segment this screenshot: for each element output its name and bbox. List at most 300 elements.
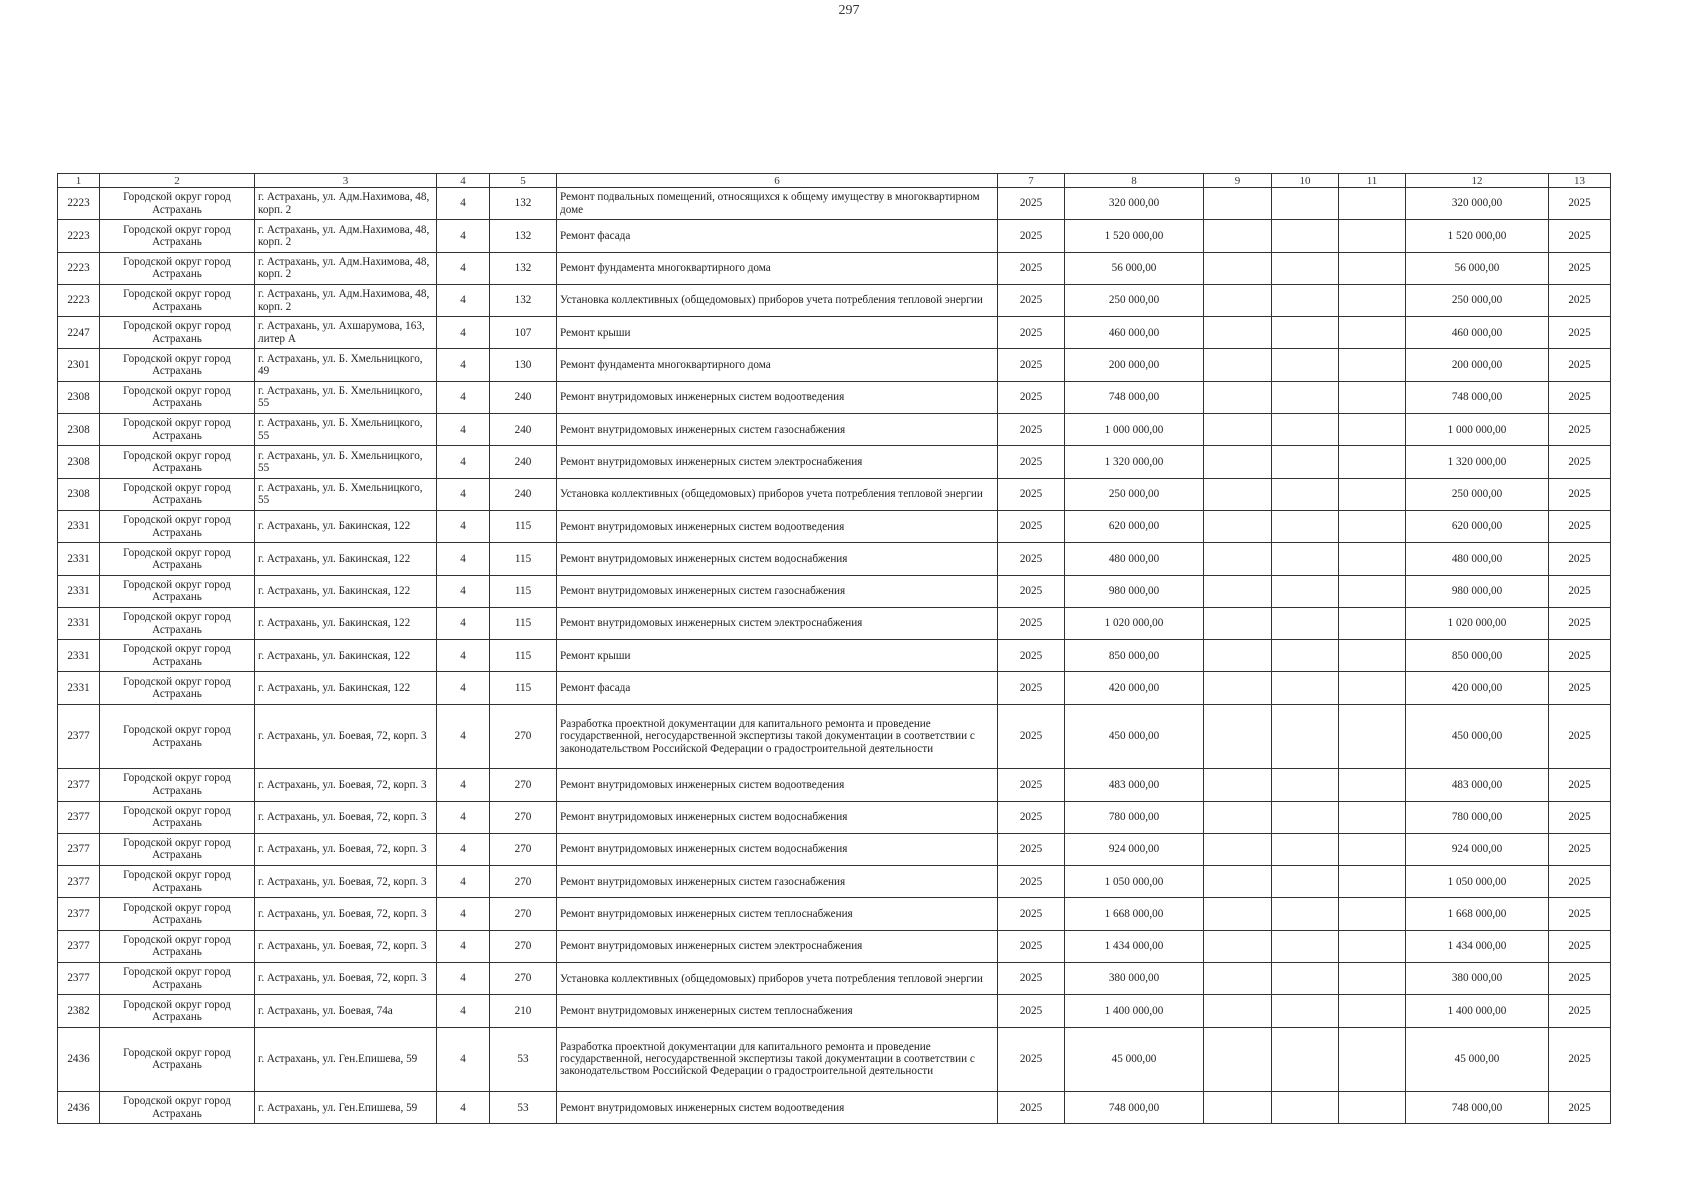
municipality: Городской округ город Астрахань: [100, 1092, 255, 1124]
col-5-value: 270: [490, 963, 557, 995]
col-5-value: 53: [490, 1092, 557, 1124]
col-9-value: [1204, 414, 1272, 446]
col-4-value: 4: [437, 963, 490, 995]
row-id: 2331: [58, 543, 100, 575]
fund-cost: 924 000,00: [1406, 833, 1549, 865]
column-header-6: 6: [557, 174, 998, 188]
col-9-value: [1204, 543, 1272, 575]
col-5-value: 210: [490, 995, 557, 1027]
col-10-value: [1272, 317, 1339, 349]
row-id: 2223: [58, 220, 100, 252]
completion-year: 2025: [1549, 930, 1611, 962]
completion-year: 2025: [1549, 833, 1611, 865]
total-cost: 748 000,00: [1065, 381, 1204, 413]
col-4-value: 4: [437, 930, 490, 962]
fund-cost: 200 000,00: [1406, 349, 1549, 381]
total-cost: 1 434 000,00: [1065, 930, 1204, 962]
planned-year: 2025: [998, 543, 1065, 575]
col-11-value: [1339, 575, 1406, 607]
planned-year: 2025: [998, 381, 1065, 413]
table-row: [58, 543, 1611, 575]
page-number: 297: [838, 3, 860, 18]
fund-cost: 1 400 000,00: [1406, 995, 1549, 1027]
col-4-value: 4: [437, 414, 490, 446]
completion-year: 2025: [1549, 284, 1611, 316]
col-10-value: [1272, 672, 1339, 704]
col-4-value: 4: [437, 640, 490, 672]
row-id: 2377: [58, 963, 100, 995]
table-row: [58, 188, 1611, 220]
planned-year: 2025: [998, 801, 1065, 833]
completion-year: 2025: [1549, 1027, 1611, 1092]
row-id: 2308: [58, 381, 100, 413]
table-row: [58, 284, 1611, 316]
table-row: [58, 1092, 1611, 1124]
fund-cost: 1 434 000,00: [1406, 930, 1549, 962]
municipality: Городской округ город Астрахань: [100, 317, 255, 349]
col-9-value: [1204, 833, 1272, 865]
table-row: [58, 963, 1611, 995]
col-5-value: 270: [490, 833, 557, 865]
total-cost: 380 000,00: [1065, 963, 1204, 995]
fund-cost: 1 050 000,00: [1406, 866, 1549, 898]
work-type: Установка коллективных (общедомовых) приборов учета потребления тепловой энергии: [557, 963, 998, 995]
column-header-1: 1: [58, 174, 100, 188]
col-9-value: [1204, 769, 1272, 801]
col-11-value: [1339, 510, 1406, 542]
col-5-value: 270: [490, 769, 557, 801]
fund-cost: 45 000,00: [1406, 1027, 1549, 1092]
fund-cost: 320 000,00: [1406, 188, 1549, 220]
work-type: Установка коллективных (общедомовых) приборов учета потребления тепловой энергии: [557, 478, 998, 510]
col-9-value: [1204, 349, 1272, 381]
col-4-value: 4: [437, 833, 490, 865]
col-11-value: [1339, 446, 1406, 478]
col-5-value: 132: [490, 284, 557, 316]
fund-cost: 460 000,00: [1406, 317, 1549, 349]
fund-cost: 1 320 000,00: [1406, 446, 1549, 478]
table-row: [58, 478, 1611, 510]
col-4-value: 4: [437, 543, 490, 575]
col-4-value: 4: [437, 220, 490, 252]
completion-year: 2025: [1549, 640, 1611, 672]
table-row: [58, 833, 1611, 865]
col-10-value: [1272, 1092, 1339, 1124]
row-id: 2377: [58, 704, 100, 769]
fund-cost: 480 000,00: [1406, 543, 1549, 575]
table-row: [58, 898, 1611, 930]
fund-cost: 980 000,00: [1406, 575, 1549, 607]
row-id: 2331: [58, 672, 100, 704]
planned-year: 2025: [998, 607, 1065, 639]
municipality: Городской округ город Астрахань: [100, 769, 255, 801]
planned-year: 2025: [998, 963, 1065, 995]
municipality: Городской округ город Астрахань: [100, 672, 255, 704]
col-9-value: [1204, 1027, 1272, 1092]
address: г. Астрахань, ул. Боевая, 72, корп. 3: [255, 833, 437, 865]
work-type: Ремонт фундамента многоквартирного дома: [557, 252, 998, 284]
planned-year: 2025: [998, 188, 1065, 220]
planned-year: 2025: [998, 898, 1065, 930]
total-cost: 1 400 000,00: [1065, 995, 1204, 1027]
fund-cost: 620 000,00: [1406, 510, 1549, 542]
work-type: Ремонт внутридомовых инженерных систем водоотведения: [557, 381, 998, 413]
municipality: Городской округ город Астрахань: [100, 510, 255, 542]
col-4-value: 4: [437, 478, 490, 510]
col-10-value: [1272, 704, 1339, 769]
col-11-value: [1339, 995, 1406, 1027]
address: г. Астрахань, ул. Ахшарумова, 163, литер А: [255, 317, 437, 349]
completion-year: 2025: [1549, 414, 1611, 446]
municipality: Городской округ город Астрахань: [100, 414, 255, 446]
total-cost: 45 000,00: [1065, 1027, 1204, 1092]
col-11-value: [1339, 769, 1406, 801]
col-5-value: 53: [490, 1027, 557, 1092]
municipality: Городской округ город Астрахань: [100, 188, 255, 220]
col-9-value: [1204, 930, 1272, 962]
col-10-value: [1272, 220, 1339, 252]
municipality: Городской округ город Астрахань: [100, 866, 255, 898]
planned-year: 2025: [998, 995, 1065, 1027]
table-row: [58, 607, 1611, 639]
work-type: Ремонт внутридомовых инженерных систем электроснабжения: [557, 930, 998, 962]
work-type: Установка коллективных (общедомовых) приборов учета потребления тепловой энергии: [557, 284, 998, 316]
completion-year: 2025: [1549, 446, 1611, 478]
col-4-value: 4: [437, 995, 490, 1027]
planned-year: 2025: [998, 349, 1065, 381]
col-11-value: [1339, 543, 1406, 575]
col-4-value: 4: [437, 510, 490, 542]
municipality: Городской округ город Астрахань: [100, 704, 255, 769]
col-4-value: 4: [437, 1027, 490, 1092]
col-9-value: [1204, 640, 1272, 672]
total-cost: 780 000,00: [1065, 801, 1204, 833]
total-cost: 56 000,00: [1065, 252, 1204, 284]
municipality: Городской округ город Астрахань: [100, 220, 255, 252]
address: г. Астрахань, ул. Боевая, 72, корп. 3: [255, 898, 437, 930]
col-4-value: 4: [437, 1092, 490, 1124]
municipality: Городской округ город Астрахань: [100, 252, 255, 284]
col-4-value: 4: [437, 704, 490, 769]
col-4-value: 4: [437, 769, 490, 801]
col-11-value: [1339, 801, 1406, 833]
municipality: Городской округ город Астрахань: [100, 543, 255, 575]
col-11-value: [1339, 704, 1406, 769]
table-row: [58, 801, 1611, 833]
col-9-value: [1204, 510, 1272, 542]
col-10-value: [1272, 478, 1339, 510]
municipality: Городской округ город Астрахань: [100, 284, 255, 316]
municipality: Городской округ город Астрахань: [100, 930, 255, 962]
col-11-value: [1339, 963, 1406, 995]
col-11-value: [1339, 640, 1406, 672]
work-type: Ремонт внутридомовых инженерных систем газоснабжения: [557, 866, 998, 898]
table-row: [58, 349, 1611, 381]
total-cost: 250 000,00: [1065, 478, 1204, 510]
planned-year: 2025: [998, 220, 1065, 252]
col-5-value: 132: [490, 252, 557, 284]
col-9-value: [1204, 188, 1272, 220]
total-cost: 1 050 000,00: [1065, 866, 1204, 898]
col-9-value: [1204, 478, 1272, 510]
col-9-value: [1204, 252, 1272, 284]
col-5-value: 115: [490, 672, 557, 704]
completion-year: 2025: [1549, 1092, 1611, 1124]
table-row: [58, 930, 1611, 962]
column-header-10: 10: [1272, 174, 1339, 188]
col-5-value: 132: [490, 188, 557, 220]
row-id: 2247: [58, 317, 100, 349]
total-cost: 460 000,00: [1065, 317, 1204, 349]
row-id: 2377: [58, 866, 100, 898]
completion-year: 2025: [1549, 607, 1611, 639]
table-row: [58, 446, 1611, 478]
address: г. Астрахань, ул. Бакинская, 122: [255, 575, 437, 607]
col-5-value: 240: [490, 414, 557, 446]
col-4-value: 4: [437, 575, 490, 607]
address: г. Астрахань, ул. Адм.Нахимова, 48, корп. 2: [255, 220, 437, 252]
row-id: 2301: [58, 349, 100, 381]
work-type: Разработка проектной документации для капитального ремонта и проведение государственной, негосударственной экспертизы такой документации в соответствии с законодательством Российской Федерации о градостроительной деятельности: [557, 704, 998, 769]
table-row: [58, 252, 1611, 284]
work-type: Ремонт внутридомовых инженерных систем теплоснабжения: [557, 898, 998, 930]
column-header-5: 5: [490, 174, 557, 188]
row-id: 2377: [58, 769, 100, 801]
col-11-value: [1339, 866, 1406, 898]
column-header-4: 4: [437, 174, 490, 188]
fund-cost: 56 000,00: [1406, 252, 1549, 284]
completion-year: 2025: [1549, 349, 1611, 381]
total-cost: 1 668 000,00: [1065, 898, 1204, 930]
col-4-value: 4: [437, 284, 490, 316]
planned-year: 2025: [998, 672, 1065, 704]
col-10-value: [1272, 284, 1339, 316]
col-5-value: 240: [490, 446, 557, 478]
municipality: Городской округ город Астрахань: [100, 575, 255, 607]
col-10-value: [1272, 510, 1339, 542]
col-10-value: [1272, 963, 1339, 995]
col-11-value: [1339, 898, 1406, 930]
column-header-9: 9: [1204, 174, 1272, 188]
col-5-value: 270: [490, 930, 557, 962]
completion-year: 2025: [1549, 995, 1611, 1027]
col-10-value: [1272, 995, 1339, 1027]
col-11-value: [1339, 672, 1406, 704]
row-id: 2331: [58, 510, 100, 542]
col-4-value: 4: [437, 898, 490, 930]
work-type: Ремонт внутридомовых инженерных систем водоотведения: [557, 769, 998, 801]
planned-year: 2025: [998, 866, 1065, 898]
work-type: Ремонт фасада: [557, 672, 998, 704]
address: г. Астрахань, ул. Боевая, 72, корп. 3: [255, 704, 437, 769]
fund-cost: 250 000,00: [1406, 478, 1549, 510]
col-9-value: [1204, 381, 1272, 413]
address: г. Астрахань, ул. Б. Хмельницкого, 55: [255, 478, 437, 510]
total-cost: 980 000,00: [1065, 575, 1204, 607]
municipality: Городской округ город Астрахань: [100, 1027, 255, 1092]
col-11-value: [1339, 1092, 1406, 1124]
col-10-value: [1272, 381, 1339, 413]
fund-cost: 450 000,00: [1406, 704, 1549, 769]
table-row: [58, 510, 1611, 542]
col-4-value: 4: [437, 866, 490, 898]
planned-year: 2025: [998, 510, 1065, 542]
planned-year: 2025: [998, 1092, 1065, 1124]
fund-cost: 1 000 000,00: [1406, 414, 1549, 446]
col-11-value: [1339, 381, 1406, 413]
col-10-value: [1272, 1027, 1339, 1092]
col-10-value: [1272, 640, 1339, 672]
col-11-value: [1339, 349, 1406, 381]
column-header-8: 8: [1065, 174, 1204, 188]
work-type: Разработка проектной документации для капитального ремонта и проведение государственной, негосударственной экспертизы такой документации в соответствии с законодательством Российской Федерации о градостроительной деятельности: [557, 1027, 998, 1092]
col-9-value: [1204, 317, 1272, 349]
column-header-3: 3: [255, 174, 437, 188]
table-row: [58, 640, 1611, 672]
col-10-value: [1272, 801, 1339, 833]
col-4-value: 4: [437, 317, 490, 349]
col-9-value: [1204, 672, 1272, 704]
planned-year: 2025: [998, 769, 1065, 801]
planned-year: 2025: [998, 640, 1065, 672]
completion-year: 2025: [1549, 575, 1611, 607]
table-row: [58, 866, 1611, 898]
col-5-value: 270: [490, 801, 557, 833]
total-cost: 620 000,00: [1065, 510, 1204, 542]
table-header: [58, 174, 1611, 188]
col-10-value: [1272, 188, 1339, 220]
address: г. Астрахань, ул. Б. Хмельницкого, 55: [255, 414, 437, 446]
fund-cost: 420 000,00: [1406, 672, 1549, 704]
table-body: [58, 188, 1611, 1124]
address: г. Астрахань, ул. Боевая, 72, корп. 3: [255, 866, 437, 898]
col-11-value: [1339, 833, 1406, 865]
municipality: Городской округ город Астрахань: [100, 349, 255, 381]
col-5-value: 130: [490, 349, 557, 381]
row-id: 2223: [58, 284, 100, 316]
col-11-value: [1339, 414, 1406, 446]
completion-year: 2025: [1549, 801, 1611, 833]
row-id: 2308: [58, 414, 100, 446]
header-row: [58, 174, 1611, 188]
total-cost: 1 520 000,00: [1065, 220, 1204, 252]
municipality: Городской округ город Астрахань: [100, 801, 255, 833]
col-10-value: [1272, 898, 1339, 930]
planned-year: 2025: [998, 930, 1065, 962]
table-row: [58, 704, 1611, 769]
total-cost: 480 000,00: [1065, 543, 1204, 575]
total-cost: 450 000,00: [1065, 704, 1204, 769]
row-id: 2308: [58, 446, 100, 478]
municipality: Городской округ город Астрахань: [100, 607, 255, 639]
completion-year: 2025: [1549, 543, 1611, 575]
completion-year: 2025: [1549, 672, 1611, 704]
col-5-value: 240: [490, 478, 557, 510]
completion-year: 2025: [1549, 510, 1611, 542]
completion-year: 2025: [1549, 317, 1611, 349]
col-5-value: 107: [490, 317, 557, 349]
fund-cost: 748 000,00: [1406, 381, 1549, 413]
col-11-value: [1339, 478, 1406, 510]
col-9-value: [1204, 995, 1272, 1027]
municipality: Городской округ город Астрахань: [100, 898, 255, 930]
fund-cost: 850 000,00: [1406, 640, 1549, 672]
registry-table: [57, 173, 1611, 1124]
work-type: Ремонт внутридомовых инженерных систем электроснабжения: [557, 607, 998, 639]
address: г. Астрахань, ул. Бакинская, 122: [255, 510, 437, 542]
col-4-value: 4: [437, 672, 490, 704]
completion-year: 2025: [1549, 220, 1611, 252]
col-9-value: [1204, 801, 1272, 833]
fund-cost: 250 000,00: [1406, 284, 1549, 316]
col-4-value: 4: [437, 607, 490, 639]
completion-year: 2025: [1549, 188, 1611, 220]
col-5-value: 270: [490, 898, 557, 930]
municipality: Городской округ город Астрахань: [100, 381, 255, 413]
planned-year: 2025: [998, 575, 1065, 607]
column-header-2: 2: [100, 174, 255, 188]
col-9-value: [1204, 220, 1272, 252]
work-type: Ремонт внутридомовых инженерных систем водоснабжения: [557, 801, 998, 833]
col-10-value: [1272, 930, 1339, 962]
address: г. Астрахань, ул. Ген.Епишева, 59: [255, 1027, 437, 1092]
row-id: 2308: [58, 478, 100, 510]
planned-year: 2025: [998, 317, 1065, 349]
col-5-value: 115: [490, 640, 557, 672]
table-row: [58, 381, 1611, 413]
col-11-value: [1339, 284, 1406, 316]
address: г. Астрахань, ул. Боевая, 72, корп. 3: [255, 930, 437, 962]
row-id: 2223: [58, 252, 100, 284]
address: г. Астрахань, ул. Бакинская, 122: [255, 672, 437, 704]
row-id: 2382: [58, 995, 100, 1027]
col-5-value: 240: [490, 381, 557, 413]
completion-year: 2025: [1549, 898, 1611, 930]
col-5-value: 115: [490, 575, 557, 607]
work-type: Ремонт фундамента многоквартирного дома: [557, 349, 998, 381]
address: г. Астрахань, ул. Бакинская, 122: [255, 607, 437, 639]
work-type: Ремонт крыши: [557, 640, 998, 672]
col-10-value: [1272, 414, 1339, 446]
column-header-7: 7: [998, 174, 1065, 188]
col-11-value: [1339, 188, 1406, 220]
work-type: Ремонт внутридомовых инженерных систем газоснабжения: [557, 575, 998, 607]
total-cost: 924 000,00: [1065, 833, 1204, 865]
col-5-value: 115: [490, 607, 557, 639]
municipality: Городской округ город Астрахань: [100, 833, 255, 865]
fund-cost: 1 668 000,00: [1406, 898, 1549, 930]
municipality: Городской округ город Астрахань: [100, 478, 255, 510]
planned-year: 2025: [998, 478, 1065, 510]
table-row: [58, 317, 1611, 349]
fund-cost: 780 000,00: [1406, 801, 1549, 833]
column-header-13: 13: [1549, 174, 1611, 188]
row-id: 2223: [58, 188, 100, 220]
planned-year: 2025: [998, 284, 1065, 316]
municipality: Городской округ город Астрахань: [100, 995, 255, 1027]
municipality: Городской округ город Астрахань: [100, 963, 255, 995]
row-id: 2331: [58, 640, 100, 672]
row-id: 2377: [58, 898, 100, 930]
col-9-value: [1204, 1092, 1272, 1124]
total-cost: 483 000,00: [1065, 769, 1204, 801]
address: г. Астрахань, ул. Б. Хмельницкого, 55: [255, 446, 437, 478]
fund-cost: 380 000,00: [1406, 963, 1549, 995]
col-9-value: [1204, 607, 1272, 639]
col-9-value: [1204, 446, 1272, 478]
col-4-value: 4: [437, 349, 490, 381]
total-cost: 420 000,00: [1065, 672, 1204, 704]
